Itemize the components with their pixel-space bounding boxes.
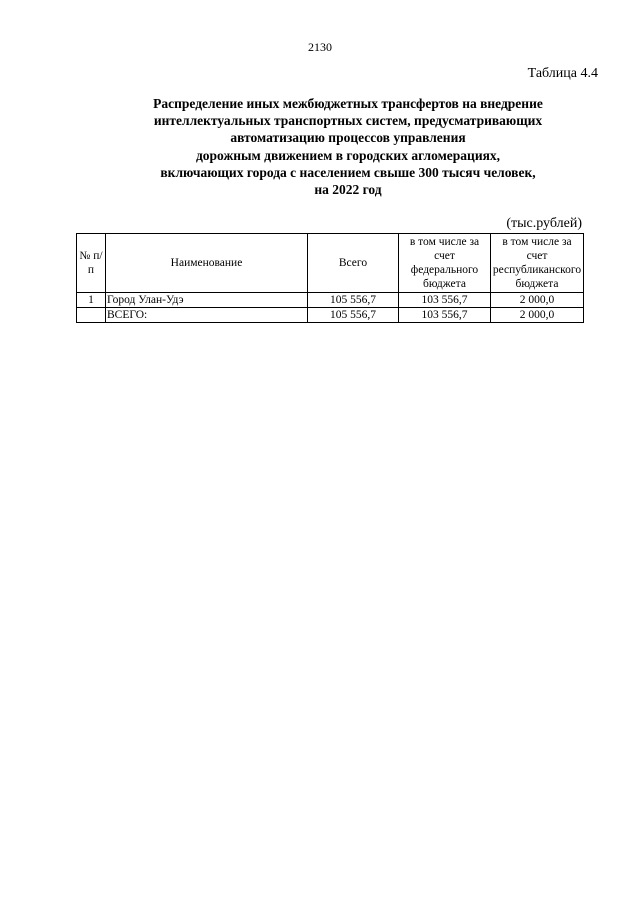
table-row [77,293,584,308]
table-row-total [77,308,584,323]
cell-federal: 103 556,7 [399,308,491,323]
document-title [60,95,636,198]
table-header-row [77,234,584,293]
title-line: автоматизацию процессов управления [230,130,466,146]
cell-republic: 2 000,0 [491,293,584,308]
units-label: (тыс.рублей) [506,216,582,231]
header-republic: в том числе за счет республиканского бюджета [491,234,584,293]
cell-republic: 2 000,0 [491,308,584,323]
header-name: Наименование [106,234,308,293]
cell-federal: 103 556,7 [399,293,491,308]
title-line: на 2022 год [314,182,382,198]
header-num: № п/п [77,234,106,293]
cell-name: Город Улан-Удэ [106,293,308,308]
title-line: дорожным движением в городских агломерациях, [195,147,501,163]
title-line: включающих города с населением свыше 300 тысяч человек, [160,164,536,180]
page-number: 2130 [308,40,332,54]
cell-total: 105 556,7 [308,308,399,323]
header-federal: в том числе за счет федерального бюджета [399,234,491,293]
header-total: Всего [308,234,399,293]
title-line: Распределение иных межбюджетных трансфертов на внедрение [153,96,543,111]
transfers-table [76,233,584,323]
cell-total: 105 556,7 [308,293,399,308]
table-label: Таблица 4.4 [527,66,598,81]
cell-num: 1 [77,293,106,308]
title-line: интеллектуальных транспортных систем, предусматривающих [153,113,543,129]
cell-num [77,308,106,323]
cell-name: ВСЕГО: [106,308,308,323]
